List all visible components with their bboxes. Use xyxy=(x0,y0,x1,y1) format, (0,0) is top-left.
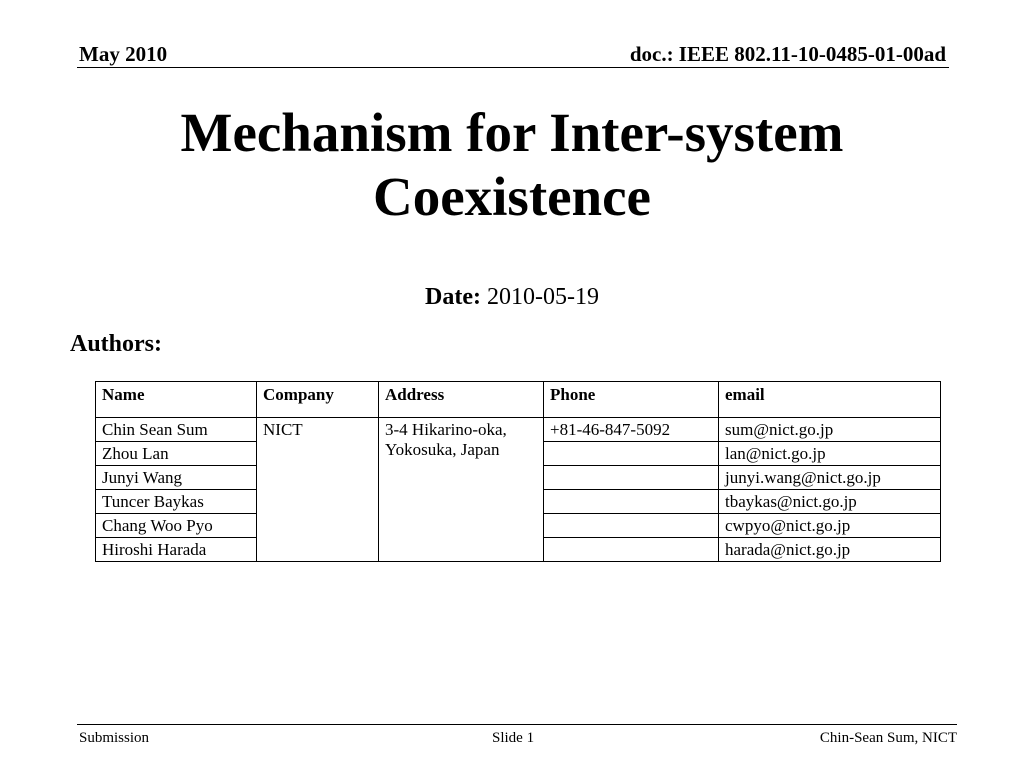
author-name: Chang Woo Pyo xyxy=(96,514,257,538)
author-name: Chin Sean Sum xyxy=(96,418,257,442)
author-name: Zhou Lan xyxy=(96,442,257,466)
header-divider xyxy=(77,67,949,68)
author-email: junyi.wang@nict.go.jp xyxy=(719,466,941,490)
address-line-1: 3-4 Hikarino-oka, xyxy=(385,420,507,439)
author-name: Tuncer Baykas xyxy=(96,490,257,514)
author-phone xyxy=(544,538,719,562)
author-phone xyxy=(544,466,719,490)
footer-author: Chin-Sean Sum, NICT xyxy=(819,730,957,746)
author-phone: +81-46-847-5092 xyxy=(544,418,719,442)
footer-divider xyxy=(77,724,957,725)
author-email: tbaykas@nict.go.jp xyxy=(719,490,941,514)
header-doc-id: doc.: IEEE 802.11-10-0485-01-00ad xyxy=(629,42,946,66)
date-line xyxy=(0,282,1024,312)
table-row xyxy=(96,418,941,442)
author-name: Hiroshi Harada xyxy=(96,538,257,562)
header-date: May 2010 xyxy=(79,42,168,66)
author-phone xyxy=(544,514,719,538)
date-label: Date: xyxy=(425,284,481,310)
footer-submission: Submission xyxy=(79,730,150,746)
author-phone xyxy=(544,442,719,466)
author-email: sum@nict.go.jp xyxy=(719,418,941,442)
author-phone xyxy=(544,490,719,514)
authors-heading: Authors: xyxy=(70,331,163,357)
column-header-phone: Phone xyxy=(544,382,719,418)
author-name: Junyi Wang xyxy=(96,466,257,490)
author-company: NICT xyxy=(257,418,379,562)
author-email: lan@nict.go.jp xyxy=(719,442,941,466)
column-header-company: Company xyxy=(257,382,379,418)
author-email: harada@nict.go.jp xyxy=(719,538,941,562)
author-address xyxy=(379,418,544,562)
address-line-2: Yokosuka, Japan xyxy=(385,440,500,459)
table-header-row xyxy=(96,382,941,418)
column-header-address: Address xyxy=(379,382,544,418)
column-header-name: Name xyxy=(96,382,257,418)
slide-title xyxy=(0,101,1024,229)
slide-title-line-1: Mechanism for Inter-system xyxy=(180,102,844,163)
column-header-email: email xyxy=(719,382,941,418)
authors-table xyxy=(95,381,941,562)
slide-title-line-2: Coexistence xyxy=(373,166,651,227)
footer-slide-number: Slide 1 xyxy=(492,730,535,746)
author-email: cwpyo@nict.go.jp xyxy=(719,514,941,538)
date-value: 2010-05-19 xyxy=(486,284,599,310)
